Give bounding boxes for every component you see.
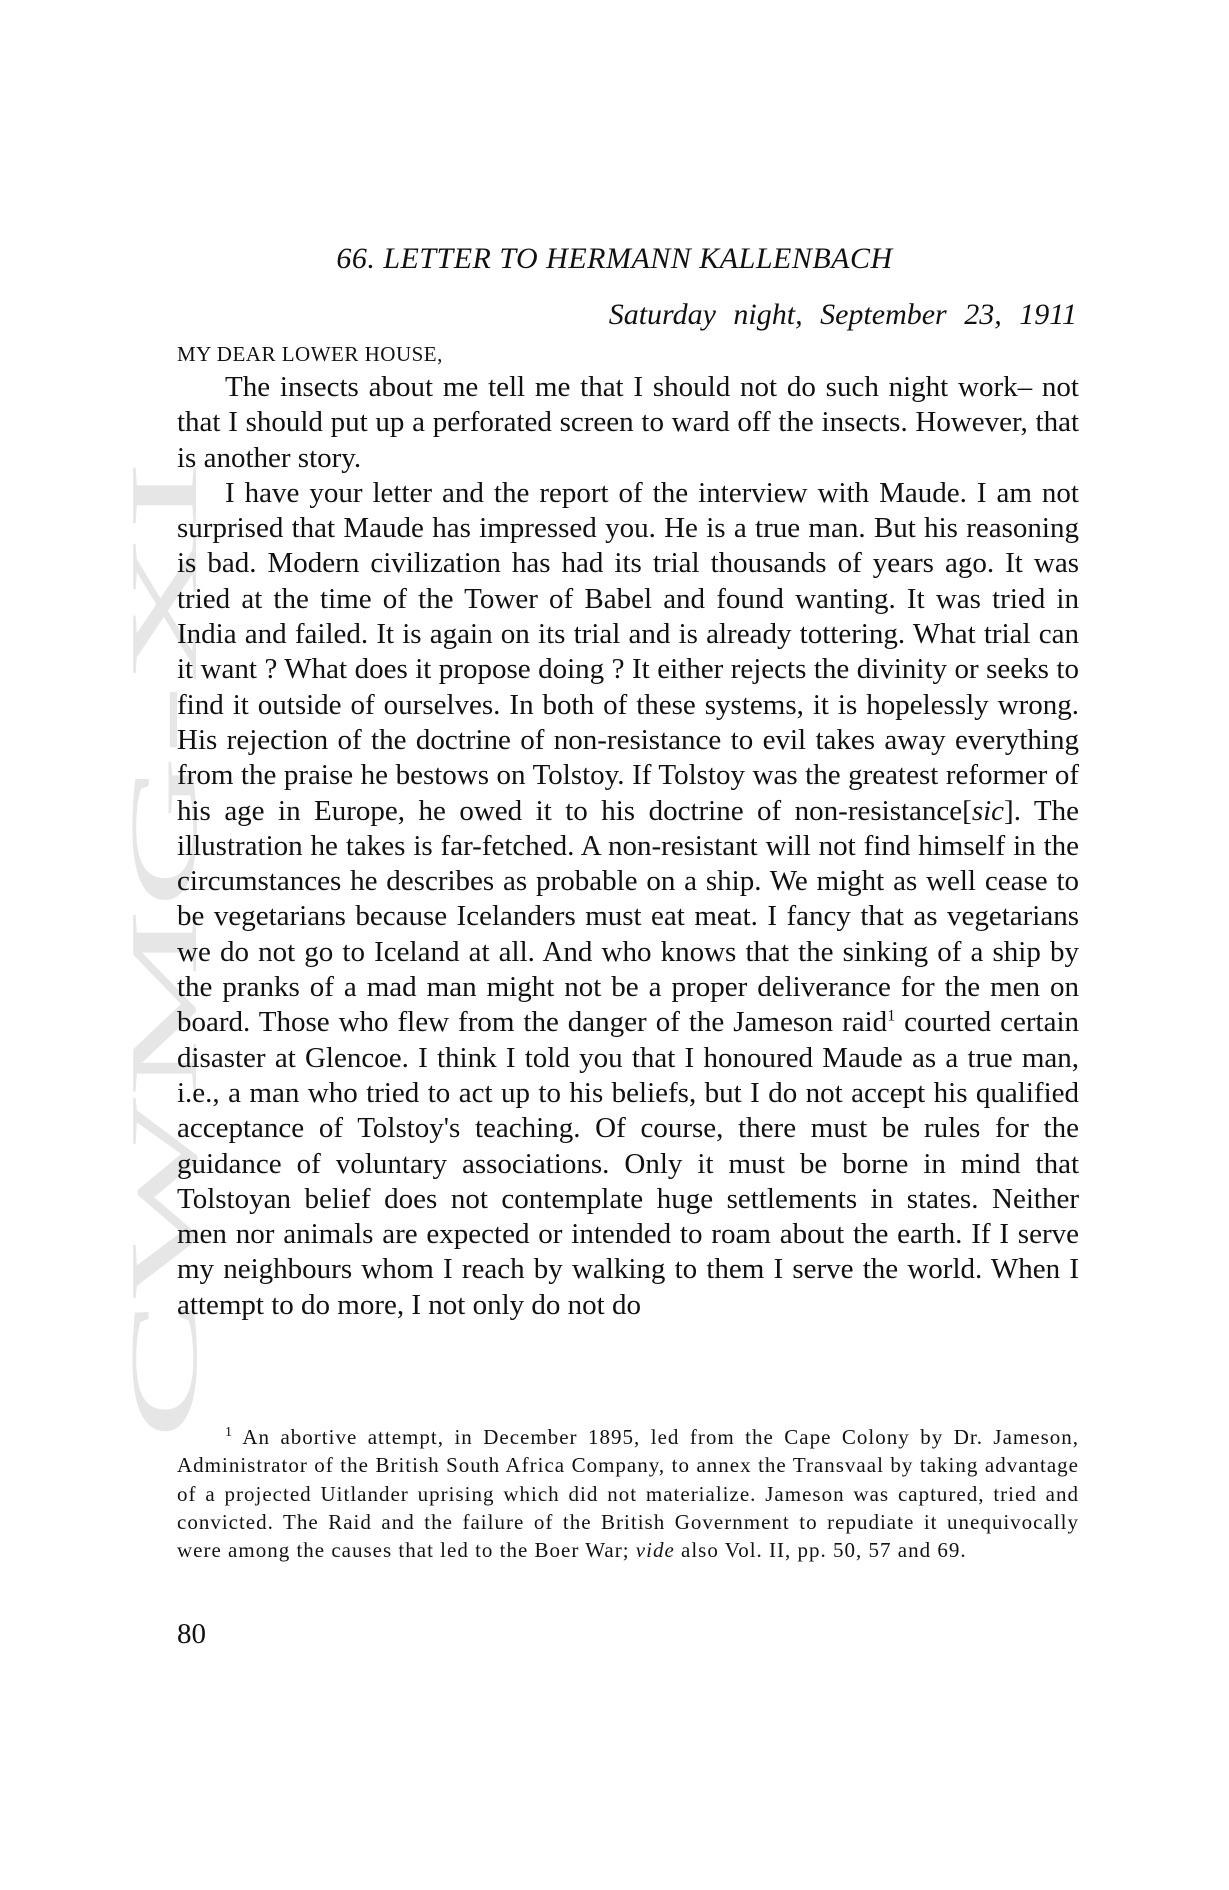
- paragraph-2-part-b: ]. The illustration he takes is far-fetched. A non-resistant will not find himself in the circumstances he describes as probable on a ship. We might as well cease to be vegetarians because Icelanders must eat meat. I fancy that as vegetarians we do not go to Iceland at all. And who knows that the sinking of a ship by the pranks of a mad man might not be a proper deliverance for the men on board. Those who flew from the danger of the Jameson raid: [177, 794, 1079, 1039]
- sic-annotation: sic: [971, 794, 1005, 827]
- footnote-text-b: also Vol. II, pp. 50, 57 and 69.: [674, 1538, 967, 1563]
- footnote: [177, 1423, 1079, 1564]
- footnote-vide: vide: [635, 1538, 675, 1563]
- page-number: 80: [177, 1618, 206, 1650]
- paragraph-2: [177, 476, 1079, 1323]
- document-title: 66. LETTER TO HERMANN KALLENBACH: [336, 242, 893, 275]
- paragraph-1: The insects about me tell me that I should not do such night work– not that I should put up a perforated screen to ward off the insects. However, that is another story.: [177, 371, 1079, 474]
- footnote-text-a: An abortive attempt, in December 1895, led from the Cape Colony by Dr. Jameson, Administrator of the British South Africa Company, to annex the Transvaal by taking advantage of a projected Uitlander uprising which did not materialize. Jameson was captured, tried and convicted. The Raid and the failure of the British Government to repudiate it unequivocally were among the causes that led to the Boer War;: [177, 1425, 1079, 1563]
- paragraph-2-part-c: courted certain disaster at Glencoe. I think I told you that I honoured Maude as a true man, i.e., a man who tried to act up to his beliefs, but I do not accept his qualified acceptance of Tolstoy's teaching. Of course, there must be rules for the guidance of voluntary associations. Only it must be borne in mind that Tolstoyan belief does not contemplate huge settlements in states. Neither men nor animals are expected or intended to roam about the earth. If I serve my neighbours whom I reach by walking to them I serve the world. When I attempt to do more, I not only do not do: [177, 1006, 1079, 1321]
- paragraph-2-part-a: I have your letter and the report of the interview with Maude. I am not surprised that Maude has impressed you. He is a true man. But his reasoning is bad. Modern civilization has had its trial thousands of years ago. It was tried at the time of the Tower of Babel and found wanting. It was tried in India and failed. It is again on its trial and is already tottering. What trial can it want ? What does it propose doing ? It either rejects the divinity or seeks to find it outside of ourselves. In both of these systems, it is hopelessly wrong. His rejection of the doctrine of non-resistance to evil takes away everything from the praise he bestows on Tolstoy. If Tolstoy was the greatest reformer of his age in Europe, he owed it to his doctrine of non-resistance[: [177, 476, 1079, 827]
- letter-body: [177, 370, 1079, 1323]
- letter-dateline: Saturday night, September 23, 1911: [608, 298, 1077, 331]
- watermark-text: CWMG-XI: [110, 997, 217, 1440]
- footnote-reference: 1: [887, 1007, 896, 1025]
- letter-salutation: MY DEAR LOWER HOUSE,: [177, 342, 443, 366]
- footnote-marker: 1: [225, 1425, 233, 1440]
